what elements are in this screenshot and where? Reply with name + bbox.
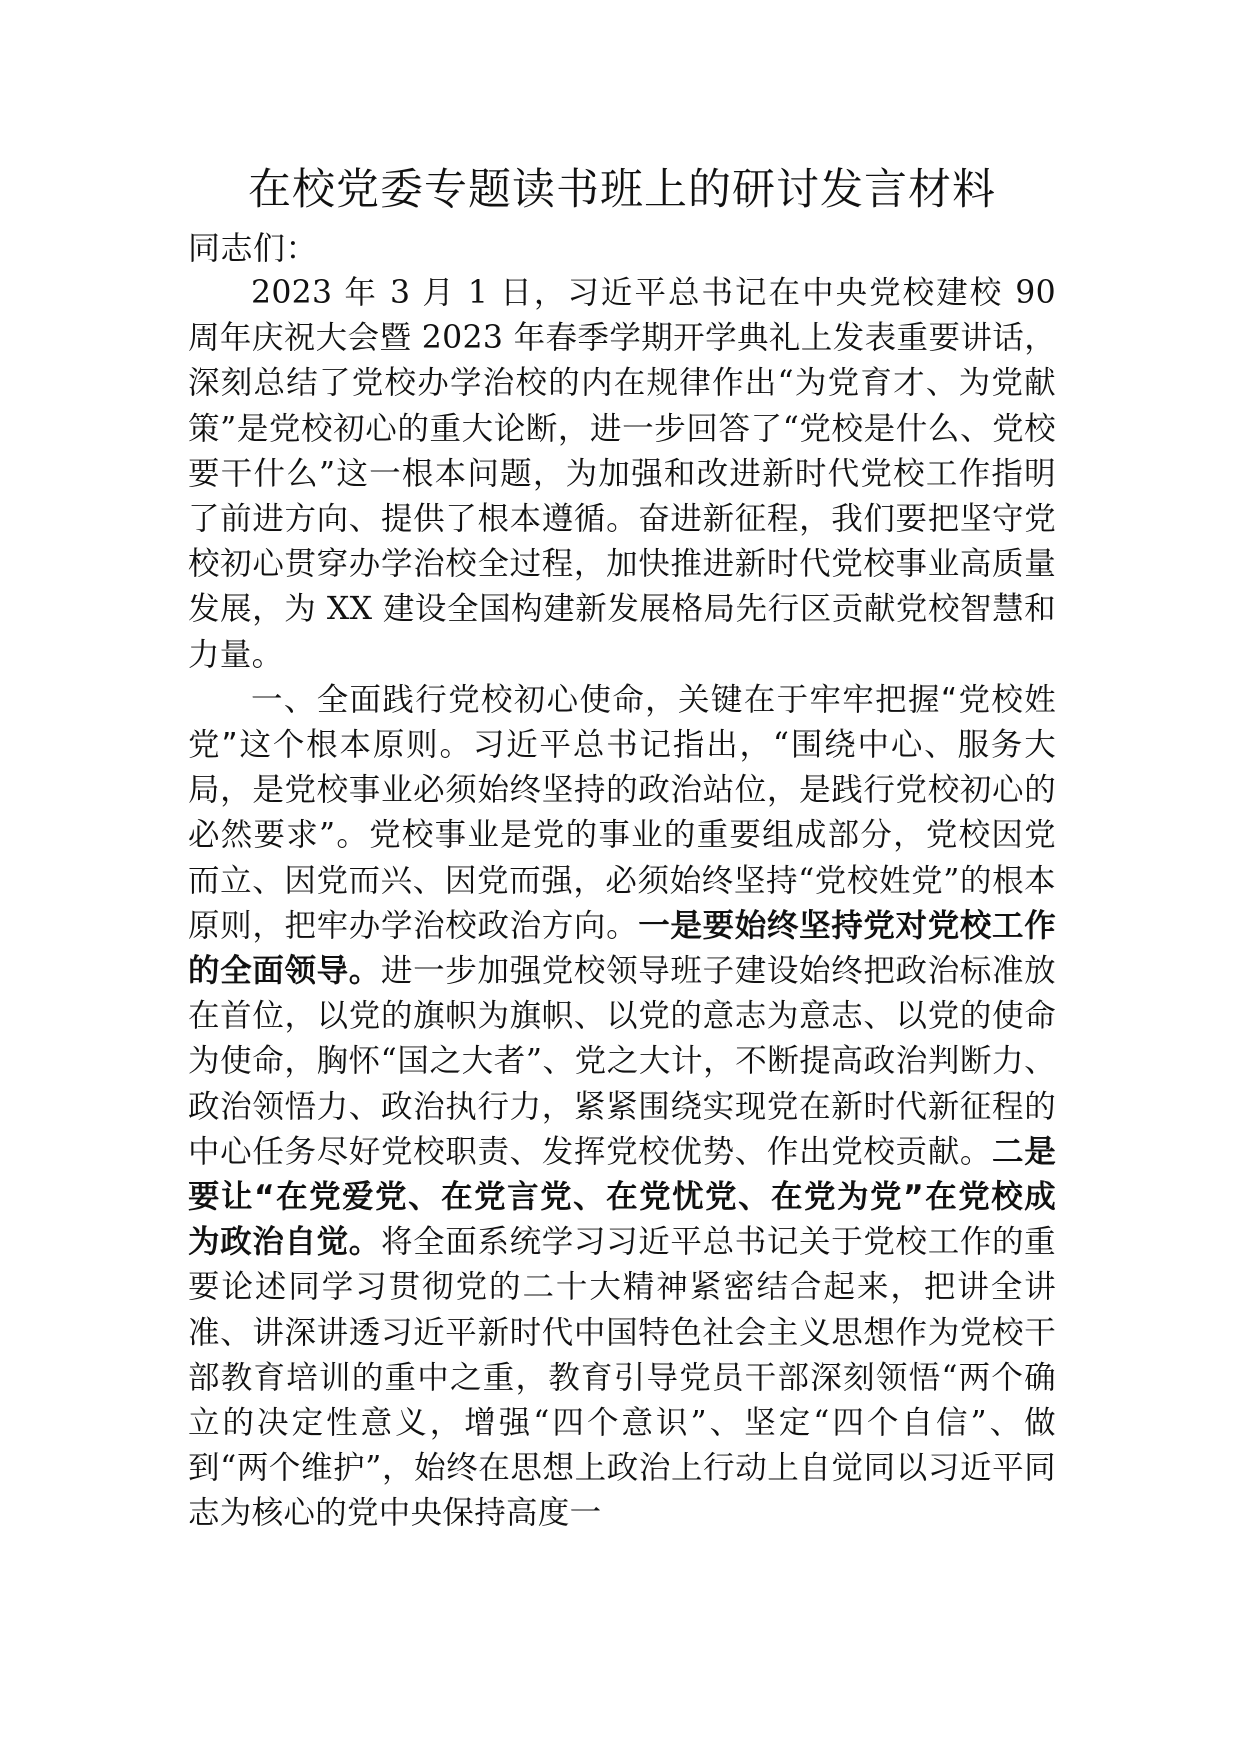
section-one-text-2: 进一步加强党校领导班子建设始终把政治标准放在首位，以党的旗帜为旗帜、以党的意志为意志、以党的使命为使命，胸怀“国之大者”、党之大计，不断提高政治判断力、政治领悟力、政治执行力，紧紧围绕实现党在新时代新征程的中心任务尽好党校职责、发挥党校优势、作出党校贡献。 <box>188 953 1056 1170</box>
salutation: 同志们： <box>188 229 319 267</box>
paragraph-intro-text: 2023 年 3 月 1 日，习近平总书记在中央党校建校 90 周年庆祝大会暨 2023 年春季学期开学典礼上发表重要讲话，深刻总结了党校办学治校的内在规律作出“为党育才、为党献策”是党校初心的重大论断，进一步回答了“党校是什么、党校要干什么”这一根本问题，为加强和改进新时代党校工作指明了前进方向、提供了根本遵循。奋进新征程，我们要把坚守党校初心贯穿办学治校全过程，加快推进新时代党校事业高质量发展，为 XX 建设全国构建新发展格局先行区贡献党校智慧和力量。 <box>188 275 1056 673</box>
section-one-heading: 一、全面践行党校初心使命，关键在于牢牢把握“党校姓党”这个根本原则。 <box>188 681 1056 764</box>
paragraph-intro <box>188 271 1056 678</box>
section-one-text-1: 习近平总书记指出，“围绕中心、服务大局，是党校事业必须始终坚持的政治站位，是践行党校初心的必然要求”。党校事业是党的事业的重要组成部分，党校因党而立、因党而兴、因党而强，必须始终坚持“党校姓党”的根本原则，把牢办学治校政治方向。 <box>188 727 1056 944</box>
document-title: 在校党委专题读书班上的研讨发言材料 <box>248 165 996 215</box>
section-one-bold-point-2: 二是要让“在党爱党、在党言党、在党忧党、在党为党”在党校成为政治自觉。 <box>188 1133 1056 1261</box>
document-page <box>188 160 1056 1537</box>
section-one-bold-point-1: 一是要始终坚持党对党校工作的全面领导。 <box>188 907 1057 990</box>
section-one-text-3: 将全面系统学习习近平总书记关于党校工作的重要论述同学习贯彻党的二十大精神紧密结合起来，把讲全讲准、讲深讲透习近平新时代中国特色社会主义思想作为党校干部教育培训的重中之重，教育引导党员干部深刻领悟“两个确立的决定性意义，增强“四个意识”、坚定“四个自信”、做到“两个维护”，始终在思想上政治上行动上自觉同以习近平同志为核心的党中央保持高度一 <box>188 1224 1056 1532</box>
paragraph-section-one <box>188 678 1056 1537</box>
